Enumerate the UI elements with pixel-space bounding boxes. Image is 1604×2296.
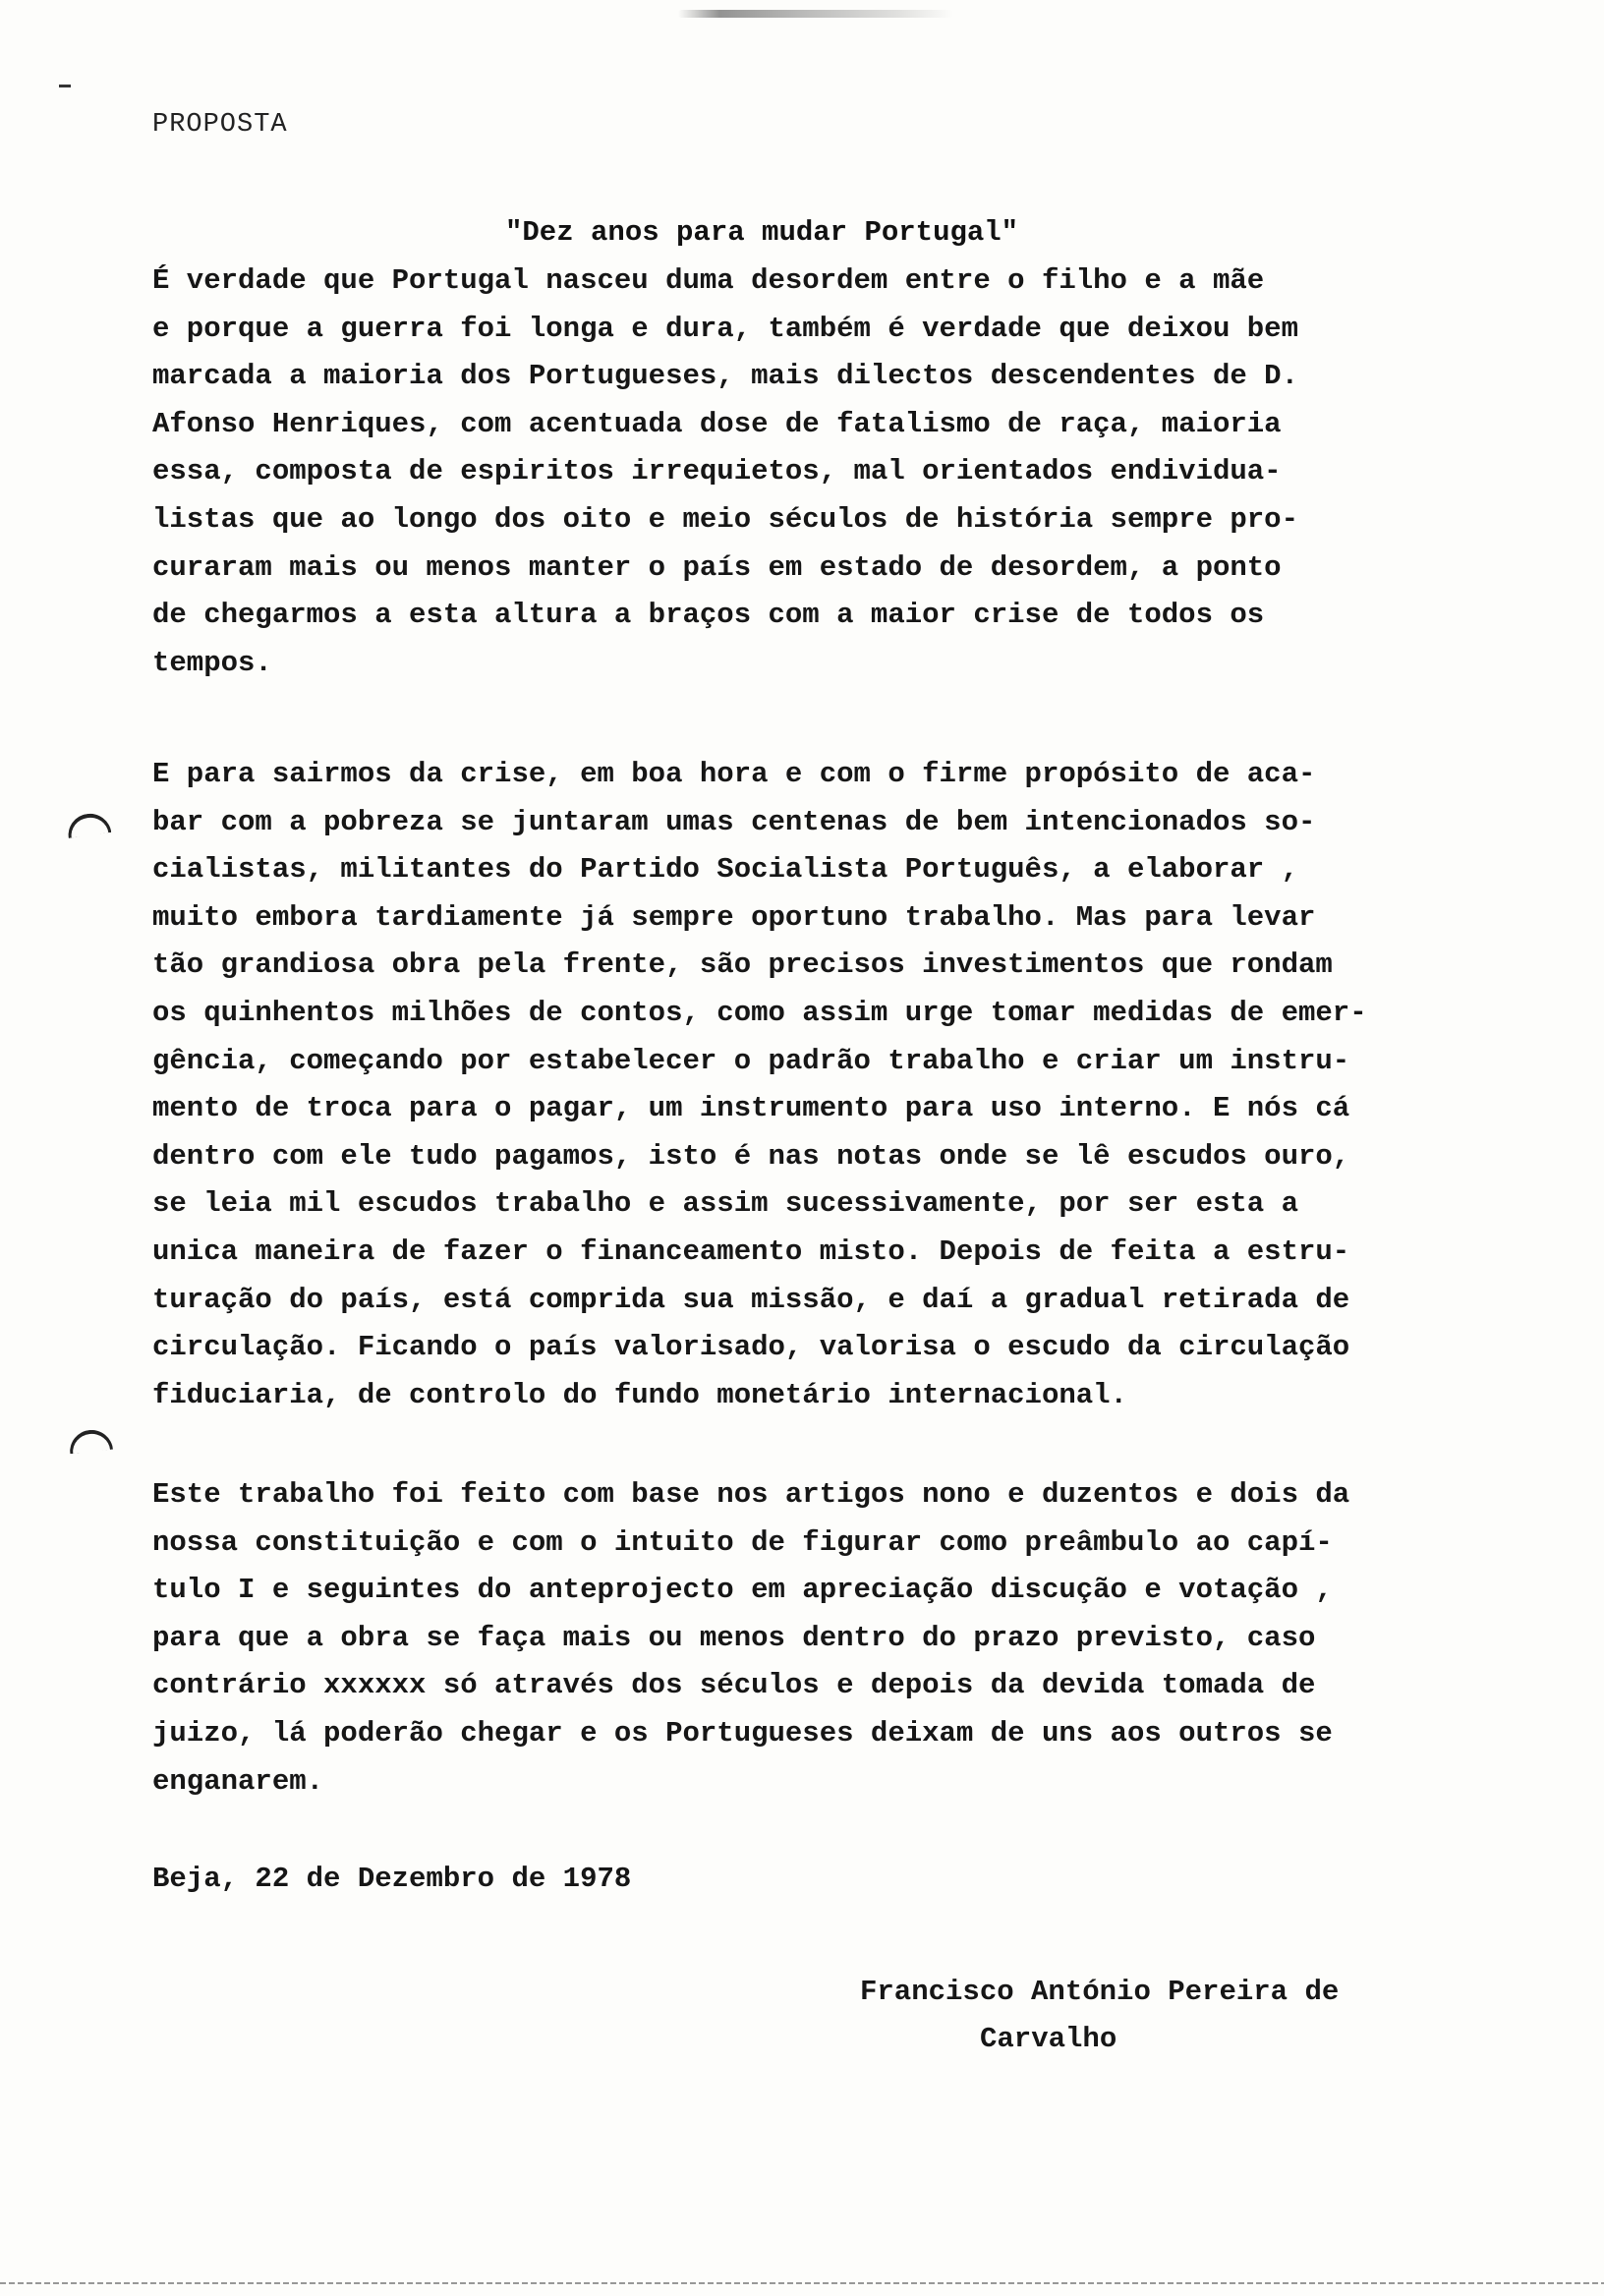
text-line: para que a obra se faça mais ou menos dentro do prazo previsto, caso (152, 1621, 1316, 1654)
text-line: listas que ao longo dos oito e meio séculos de história sempre pro- (152, 502, 1298, 536)
text-line: E para sairmos da crise, em boa hora e com o firme propósito de aca- (152, 758, 1316, 790)
text-line: tulo I e seguintes do anteprojecto em apreciação discução e votação , (152, 1574, 1333, 1607)
place-and-date: Beja, 22 de Dezembro de 1978 (152, 1863, 632, 1895)
signature-name-line-1: Francisco António Pereira de (860, 1976, 1340, 2008)
text-line: nossa constituição e com o intuito de figurar como preâmbulo ao capí- (152, 1525, 1333, 1559)
punch-hole-mark (68, 1428, 113, 1454)
text-line: contrário xxxxxx só através dos séculos e depois da devida tomada de (152, 1669, 1316, 1702)
text-line: dentro com ele tudo pagamos, isto é nas notas onde se lê escudos ouro, (152, 1139, 1350, 1173)
paragraph-2 (152, 751, 1528, 1419)
text-line: unica maneira de fazer o financeamento misto. Depois de feita a estru- (152, 1234, 1350, 1268)
text-line: Afonso Henriques, com acentuada dose de fatalismo de raça, maioria (152, 407, 1282, 440)
text-line: circulação. Ficando o país valorisado, valorisa o escudo da circulação (152, 1331, 1350, 1364)
paragraph-3 (152, 1471, 1528, 1806)
text-line: de chegarmos a esta altura a braços com a maior crise de todos os (152, 599, 1265, 632)
text-line: turação do país, está comprida sua missão, e daí a gradual retirada de (152, 1283, 1350, 1316)
scan-artifact-top (678, 10, 953, 18)
text-line: muito embora tardiamente já sempre oportuno trabalho. Mas para levar (152, 900, 1316, 934)
signature-block (860, 1969, 1339, 2063)
text-line: curaram mais ou menos manter o país em estado de desordem, a ponto (152, 550, 1282, 584)
scan-bottom-edge (0, 2282, 1604, 2284)
text-line: marcada a maioria dos Portugueses, mais dilectos descendentes de D. (152, 360, 1298, 393)
text-line: se leia mil escudos trabalho e assim sucessivamente, por ser esta a (152, 1187, 1298, 1221)
document-title: "Dez anos para mudar Portugal" (505, 216, 1019, 249)
text-line: juizo, lá poderão chegar e os Portugueses deixam de uns aos outros se (152, 1716, 1333, 1750)
text-line: e porque a guerra foi longa e dura, também é verdade que deixou bem (152, 312, 1298, 345)
punch-hole-mark (66, 811, 112, 838)
paragraph-1 (152, 258, 1528, 687)
scan-artifact-dash (59, 85, 71, 87)
text-line: enganarem. (152, 1764, 324, 1798)
text-line: Este trabalho foi feito com base nos artigos nono e duzentos e dois da (152, 1478, 1350, 1511)
document-heading: PROPOSTA (152, 110, 288, 140)
text-line: fiduciaria, de controlo do fundo monetário internacional. (152, 1378, 1127, 1411)
text-line: essa, composta de espiritos irrequietos, mal orientados endividua- (152, 455, 1282, 488)
text-line: tão grandiosa obra pela frente, são precisos investimentos que rondam (152, 948, 1333, 982)
text-line: tempos. (152, 646, 272, 679)
text-line: os quinhentos milhões de contos, como assim urge tomar medidas de emer- (152, 996, 1367, 1029)
text-line: gência, começando por estabelecer o padrão trabalho e criar um instru- (152, 1044, 1350, 1077)
text-line: mento de troca para o pagar, um instrumento para uso interno. E nós cá (152, 1092, 1350, 1125)
signature-name-line-2: Carvalho (980, 2023, 1117, 2055)
text-line: É verdade que Portugal nasceu duma desordem entre o filho e a mãe (152, 264, 1265, 297)
text-line: cialistas, militantes do Partido Socialista Português, a elaborar , (152, 853, 1298, 887)
text-line: bar com a pobreza se juntaram umas centenas de bem intencionados so- (152, 805, 1316, 838)
